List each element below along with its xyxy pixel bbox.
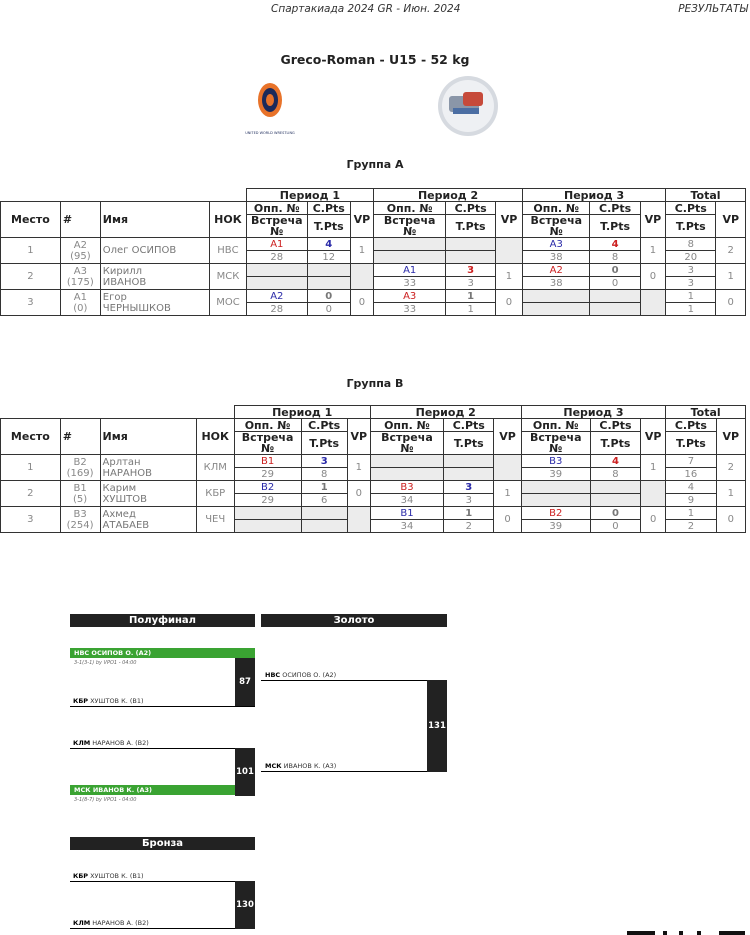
cpts-header: C.Pts bbox=[590, 419, 640, 432]
total-vp: 2 bbox=[716, 238, 746, 264]
bronze-title: Бронза bbox=[70, 837, 255, 850]
total-cpts: 8 bbox=[666, 238, 716, 251]
opp-header: Опп. № bbox=[521, 419, 590, 432]
meet-cell: 29 bbox=[234, 468, 301, 481]
vp-header: VP bbox=[716, 202, 746, 238]
period1-header: Период 1 bbox=[234, 406, 370, 419]
vp-cell: 1 bbox=[350, 238, 373, 264]
place-cell: 3 bbox=[1, 290, 61, 316]
cpts-header: C.Pts bbox=[666, 202, 716, 215]
bronze-top-line bbox=[70, 881, 255, 882]
cpts-cell: 0 bbox=[590, 507, 640, 520]
seed-cell: A1 (0) bbox=[60, 290, 100, 316]
table-row bbox=[1, 481, 746, 494]
tpts-header: T.Pts bbox=[444, 432, 494, 455]
vp-header: VP bbox=[640, 202, 665, 238]
total-tpts: 20 bbox=[666, 251, 716, 264]
cpts-cell: 4 bbox=[307, 238, 350, 251]
seed-cell: A2 (95) bbox=[60, 238, 100, 264]
final-bottom: МСК ИВАНОВ К. (A3) bbox=[265, 762, 337, 770]
place-cell: 1 bbox=[1, 238, 61, 264]
opp-cell: B2 bbox=[521, 507, 590, 520]
noc-cell: НВС bbox=[210, 238, 247, 264]
empty-cell bbox=[521, 481, 590, 494]
seed-cell: B1 (5) bbox=[60, 481, 100, 507]
event-logo bbox=[433, 74, 503, 138]
empty-cell bbox=[246, 277, 307, 290]
athlete-name: Ахмед АТАБАЕВ bbox=[100, 507, 196, 533]
cpts-cell: 0 bbox=[590, 264, 640, 277]
empty-cell bbox=[523, 290, 590, 303]
meet-cell: 39 bbox=[521, 468, 590, 481]
empty-cell bbox=[373, 251, 445, 264]
total-cpts: 7 bbox=[666, 455, 716, 468]
opp-cell: B2 bbox=[234, 481, 301, 494]
vp-cell: 0 bbox=[495, 290, 522, 316]
sf1-loser: КБР ХУШТОВ К. (B1) bbox=[73, 697, 144, 705]
meet-header: Встреча № bbox=[246, 215, 307, 238]
period3-header: Период 3 bbox=[521, 406, 666, 419]
tpts-cell: 0 bbox=[590, 520, 640, 533]
opp-header: Опп. № bbox=[370, 419, 443, 432]
total-tpts: 1 bbox=[666, 303, 716, 316]
tpts-cell: 0 bbox=[590, 277, 640, 290]
table-row bbox=[1, 507, 746, 520]
empty-cell bbox=[590, 494, 640, 507]
vp-header: VP bbox=[347, 419, 370, 455]
empty-cell bbox=[301, 507, 347, 520]
group-b-table bbox=[0, 405, 746, 533]
tpts-header: T.Pts bbox=[666, 215, 716, 238]
cpts-cell: 3 bbox=[446, 264, 495, 277]
vp-cell: 0 bbox=[494, 507, 521, 533]
num-header: # bbox=[60, 419, 100, 455]
total-vp: 1 bbox=[716, 481, 745, 507]
meet-header: Встреча № bbox=[234, 432, 301, 455]
empty-cell bbox=[373, 238, 445, 251]
group-b-title: Группа B bbox=[346, 377, 404, 390]
table-row bbox=[1, 264, 746, 277]
sf2-winner: МСК ИВАНОВ К. (A3) bbox=[70, 785, 235, 795]
cpts-header: C.Pts bbox=[301, 419, 347, 432]
tpts-header: T.Pts bbox=[446, 215, 495, 238]
period2-header: Период 2 bbox=[373, 189, 522, 202]
tpts-header: T.Pts bbox=[307, 215, 350, 238]
empty-cell bbox=[444, 468, 494, 481]
uww-logo bbox=[245, 78, 295, 142]
opp-header: Опп. № bbox=[523, 202, 590, 215]
cpts-cell: 0 bbox=[307, 290, 350, 303]
event-title: Спартакиада 2024 GR - Июн. 2024 bbox=[271, 3, 461, 15]
opp-cell: B1 bbox=[234, 455, 301, 468]
sf2-result: 3-1(8-7) by VPO1 - 04:00 bbox=[74, 797, 137, 803]
vp-header: VP bbox=[494, 419, 521, 455]
opp-cell: A3 bbox=[373, 290, 445, 303]
empty-cell bbox=[590, 303, 640, 316]
meet-cell: 28 bbox=[246, 251, 307, 264]
athlete-name: Кирилл ИВАНОВ bbox=[100, 264, 209, 290]
place-cell: 1 bbox=[1, 455, 61, 481]
meet-cell: 33 bbox=[373, 277, 445, 290]
name-header: Имя bbox=[100, 202, 209, 238]
opp-cell: A1 bbox=[373, 264, 445, 277]
noc-cell: КБР bbox=[196, 481, 234, 507]
num-header: # bbox=[60, 202, 100, 238]
final-top-line bbox=[261, 680, 447, 681]
vp-cell: 1 bbox=[640, 238, 665, 264]
cpts-cell: 1 bbox=[301, 481, 347, 494]
period1-header: Период 1 bbox=[246, 189, 373, 202]
total-tpts: 9 bbox=[666, 494, 716, 507]
tpts-cell: 2 bbox=[444, 520, 494, 533]
total-vp: 0 bbox=[716, 507, 745, 533]
athlete-name: Олег ОСИПОВ bbox=[100, 238, 209, 264]
place-header: Место bbox=[1, 419, 61, 455]
tpts-header: T.Pts bbox=[590, 215, 640, 238]
opp-cell: B1 bbox=[370, 507, 443, 520]
final-bout-number: 131 bbox=[427, 680, 447, 772]
tpts-header: T.Pts bbox=[301, 432, 347, 455]
sf1-loser-line bbox=[70, 706, 255, 707]
semifinal-title: Полуфинал bbox=[70, 614, 255, 627]
meet-cell: 38 bbox=[523, 277, 590, 290]
meet-cell: 34 bbox=[370, 494, 443, 507]
table-row bbox=[1, 238, 746, 251]
meet-header: Встреча № bbox=[370, 432, 443, 455]
vp-header: VP bbox=[350, 202, 373, 238]
opp-cell: A2 bbox=[246, 290, 307, 303]
cpts-cell: 4 bbox=[590, 238, 640, 251]
total-cpts: 3 bbox=[666, 264, 716, 277]
opp-header: Опп. № bbox=[373, 202, 445, 215]
empty-cell bbox=[523, 303, 590, 316]
total-tpts: 16 bbox=[666, 468, 716, 481]
sf2-bout-number: 101 bbox=[235, 748, 255, 796]
empty-cell bbox=[446, 238, 495, 251]
opp-cell: B3 bbox=[521, 455, 590, 468]
vp-cell: 1 bbox=[495, 264, 522, 290]
cpts-header: C.Pts bbox=[444, 419, 494, 432]
empty-cell bbox=[444, 455, 494, 468]
vp-cell: 1 bbox=[641, 455, 666, 481]
empty-cell bbox=[641, 481, 666, 507]
sf2-top: КЛМ НАРАНОВ А. (B2) bbox=[73, 739, 149, 747]
meet-header: Встреча № bbox=[523, 215, 590, 238]
period2-header: Период 2 bbox=[370, 406, 521, 419]
tpts-cell: 8 bbox=[590, 468, 640, 481]
tpts-cell: 3 bbox=[446, 277, 495, 290]
noc-cell: КЛМ bbox=[196, 455, 234, 481]
opp-header: Опп. № bbox=[234, 419, 301, 432]
noc-header: НОК bbox=[210, 202, 247, 238]
opp-cell: A3 bbox=[523, 238, 590, 251]
final-bottom-line bbox=[261, 771, 447, 772]
bronze-bout-number: 130 bbox=[235, 881, 255, 929]
empty-cell bbox=[370, 468, 443, 481]
tpts-cell: 12 bbox=[307, 251, 350, 264]
meet-header: Встреча № bbox=[521, 432, 590, 455]
cpts-header: C.Pts bbox=[307, 202, 350, 215]
athlete-name: Егор ЧЕРНЫШКОВ bbox=[100, 290, 209, 316]
vp-cell: 0 bbox=[640, 264, 665, 290]
empty-cell bbox=[234, 520, 301, 533]
vp-cell: 1 bbox=[494, 481, 521, 507]
sf1-winner: НВС ОСИПОВ О. (A2) bbox=[70, 648, 255, 658]
cpts-cell: 1 bbox=[444, 507, 494, 520]
place-cell: 2 bbox=[1, 481, 61, 507]
name-header: Имя bbox=[100, 419, 196, 455]
tpts-cell: 0 bbox=[307, 303, 350, 316]
total-cpts: 1 bbox=[666, 507, 716, 520]
tpts-header: T.Pts bbox=[590, 432, 640, 455]
tpts-header: T.Pts bbox=[666, 432, 716, 455]
total-tpts: 2 bbox=[666, 520, 716, 533]
opp-cell: A1 bbox=[246, 238, 307, 251]
total-vp: 0 bbox=[716, 290, 746, 316]
total-cpts: 4 bbox=[666, 481, 716, 494]
cpts-header: C.Pts bbox=[666, 419, 716, 432]
vp-cell: 0 bbox=[347, 481, 370, 507]
noc-cell: МОС bbox=[210, 290, 247, 316]
empty-cell bbox=[370, 455, 443, 468]
vp-cell: 1 bbox=[347, 455, 370, 481]
final-top: НВС ОСИПОВ О. (A2) bbox=[265, 671, 337, 679]
period3-header: Период 3 bbox=[523, 189, 666, 202]
meet-cell: 38 bbox=[523, 251, 590, 264]
empty-cell bbox=[307, 277, 350, 290]
place-cell: 2 bbox=[1, 264, 61, 290]
vp-header: VP bbox=[716, 419, 745, 455]
empty-cell bbox=[347, 507, 370, 533]
meet-cell: 39 bbox=[521, 520, 590, 533]
athlete-name: Карим ХУШТОВ bbox=[100, 481, 196, 507]
meet-cell: 34 bbox=[370, 520, 443, 533]
bronze-bottom-line bbox=[70, 928, 255, 929]
total-header: Total bbox=[666, 189, 746, 202]
total-cpts: 1 bbox=[666, 290, 716, 303]
seed-cell: B2 (169) bbox=[60, 455, 100, 481]
logo-text: UNITED WORLD WRESTLING bbox=[245, 131, 295, 135]
tpts-cell: 8 bbox=[590, 251, 640, 264]
footer-graphic bbox=[627, 928, 747, 935]
cpts-header: C.Pts bbox=[590, 202, 640, 215]
vp-cell: 0 bbox=[641, 507, 666, 533]
empty-cell bbox=[301, 520, 347, 533]
place-header: Место bbox=[1, 202, 61, 238]
bronze-bottom: КЛМ НАРАНОВ А. (B2) bbox=[73, 919, 149, 927]
noc-cell: МСК bbox=[210, 264, 247, 290]
empty-cell bbox=[350, 264, 373, 290]
table-row bbox=[1, 290, 746, 303]
noc-header: НОК bbox=[196, 419, 234, 455]
vp-header: VP bbox=[641, 419, 666, 455]
cpts-cell: 4 bbox=[590, 455, 640, 468]
opp-header: Опп. № bbox=[246, 202, 307, 215]
place-cell: 3 bbox=[1, 507, 61, 533]
vp-header: VP bbox=[495, 202, 522, 238]
cpts-cell: 3 bbox=[301, 455, 347, 468]
total-header: Total bbox=[666, 406, 746, 419]
seed-cell: B3 (254) bbox=[60, 507, 100, 533]
total-vp: 2 bbox=[716, 455, 745, 481]
cpts-cell: 3 bbox=[444, 481, 494, 494]
seed-cell: A3 (175) bbox=[60, 264, 100, 290]
opp-cell: B3 bbox=[370, 481, 443, 494]
meet-header: Встреча № bbox=[373, 215, 445, 238]
empty-cell bbox=[246, 264, 307, 277]
table-row bbox=[1, 455, 746, 468]
empty-cell bbox=[521, 494, 590, 507]
empty-cell bbox=[307, 264, 350, 277]
group-a-title: Группа A bbox=[346, 158, 404, 171]
opp-cell: A2 bbox=[523, 264, 590, 277]
sf1-result: 3-1(3-1) by VPO1 - 04:00 bbox=[74, 660, 137, 666]
tpts-cell: 3 bbox=[444, 494, 494, 507]
cpts-header: C.Pts bbox=[446, 202, 495, 215]
category-title: Greco-Roman - U15 - 52 kg bbox=[280, 52, 470, 67]
meet-cell: 28 bbox=[246, 303, 307, 316]
total-vp: 1 bbox=[716, 264, 746, 290]
tpts-cell: 8 bbox=[301, 468, 347, 481]
empty-cell bbox=[640, 290, 665, 316]
empty-cell bbox=[234, 507, 301, 520]
tpts-cell: 6 bbox=[301, 494, 347, 507]
total-tpts: 3 bbox=[666, 277, 716, 290]
empty-cell bbox=[446, 251, 495, 264]
sf2-top-line bbox=[70, 748, 255, 749]
empty-cell bbox=[494, 455, 521, 481]
meet-cell: 33 bbox=[373, 303, 445, 316]
gold-title: Золото bbox=[261, 614, 447, 627]
empty-cell bbox=[590, 481, 640, 494]
noc-cell: ЧЕЧ bbox=[196, 507, 234, 533]
cpts-cell: 1 bbox=[446, 290, 495, 303]
athlete-name: Арлтан НАРАНОВ bbox=[100, 455, 196, 481]
empty-cell bbox=[495, 238, 522, 264]
meet-cell: 29 bbox=[234, 494, 301, 507]
vp-cell: 0 bbox=[350, 290, 373, 316]
group-a-table bbox=[0, 188, 746, 316]
empty-cell bbox=[590, 290, 640, 303]
sf1-bout-number: 87 bbox=[235, 658, 255, 706]
bronze-top: КБР ХУШТОВ К. (B1) bbox=[73, 872, 144, 880]
tpts-cell: 1 bbox=[446, 303, 495, 316]
results-label: РЕЗУЛЬТАТЫ bbox=[678, 3, 748, 15]
